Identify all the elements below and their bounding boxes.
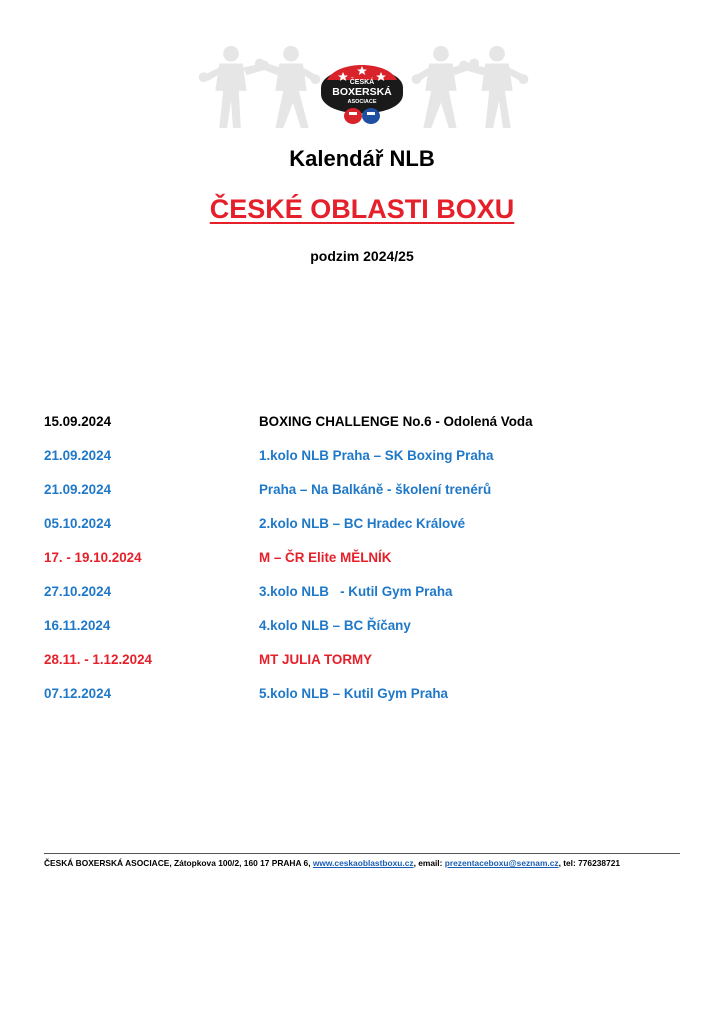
event-name: 1.kolo NLB Praha – SK Boxing Praha (259, 448, 494, 463)
event-name: 4.kolo NLB – BC Říčany (259, 618, 411, 633)
event-row (44, 686, 684, 720)
ceska-boxerska-asociace-logo (313, 50, 411, 130)
event-date: 05.10.2024 (44, 516, 112, 531)
event-row (44, 618, 684, 652)
logo-text-line1: ČESKÁ (349, 79, 375, 86)
footer-divider (44, 853, 680, 854)
event-calendar (44, 414, 684, 720)
event-name: 2.kolo NLB – BC Hradec Králové (259, 516, 466, 531)
event-date: 15.09.2024 (44, 414, 112, 429)
event-name: Praha – Na Balkáně - školení trenérů (259, 482, 492, 497)
event-row (44, 516, 684, 550)
event-row (44, 414, 684, 448)
footer-phone: , tel: 776238721 (558, 858, 621, 868)
event-date: 28.11. - 1.12.2024 (44, 652, 152, 667)
event-row (44, 482, 684, 516)
page-subtitle: ČESKÉ OBLASTI BOXU (209, 194, 515, 224)
event-date: 27.10.2024 (44, 584, 112, 599)
footer-organization: ČESKÁ BOXERSKÁ ASOCIACE, Zátopkova 100/2, 160 17 PRAHA 6, (44, 858, 313, 868)
page-title: Kalendář NLB (289, 146, 435, 171)
event-date: 07.12.2024 (44, 686, 112, 701)
event-name: 3.kolo NLB - Kutil Gym Praha (259, 584, 453, 599)
logo-text-line2: BOXERSKÁ (332, 86, 392, 98)
event-name: BOXING CHALLENGE No.6 - Odolená Voda (259, 414, 533, 429)
event-date: 21.09.2024 (44, 482, 112, 497)
event-row (44, 584, 684, 618)
event-row (44, 550, 684, 584)
email-link[interactable]: prezentaceboxu@seznam.cz (444, 858, 559, 868)
event-date: 16.11.2024 (44, 618, 111, 633)
website-link[interactable]: www.ceskaoblastboxu.cz (312, 858, 414, 868)
event-name: MT JULIA TORMY (259, 652, 373, 667)
event-row (44, 448, 684, 482)
footer-email-label: , email: (413, 858, 445, 868)
event-name: 5.kolo NLB – Kutil Gym Praha (259, 686, 448, 701)
boxer-silhouette-icon (458, 42, 540, 130)
event-date: 17. - 19.10.2024 (44, 550, 142, 565)
event-row (44, 652, 684, 686)
season-label: podzim 2024/25 (310, 248, 414, 264)
footer-contact (44, 858, 684, 868)
event-date: 21.09.2024 (44, 448, 112, 463)
event-name: M – ČR Elite MĚLNÍK (259, 550, 392, 565)
logo-text-line3: ASOCIACE (347, 99, 377, 105)
